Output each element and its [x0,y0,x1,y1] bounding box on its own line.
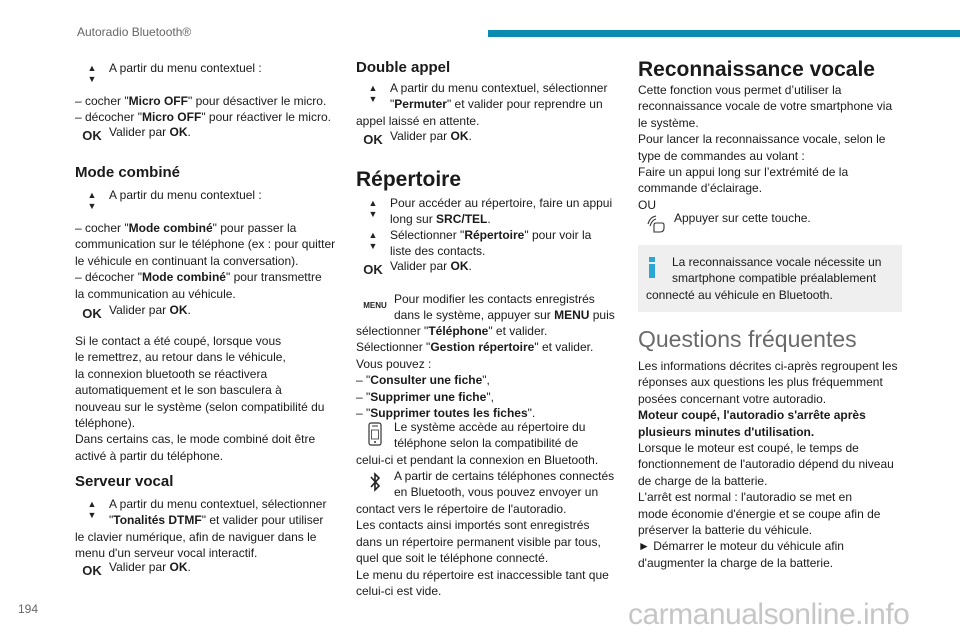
section-title-reconnaissance-vocale: Reconnaissance vocale [638,58,875,81]
rv-text: Cette fonction vous permet d’utiliser la reconnaissance vocale de votre smartphone via le système. Pour lancer la reconnaissance vocale, selon le type de commandes au volant : Faire un appui long sur l’extrémité de la commande d’éclairage. OU [638,83,893,212]
validate-ok-3: OK Valider par OK. [75,559,191,579]
faq-intro: Les informations décrites ci-après regroupent les réponses aux questions les plus fréquemment posées concernant votre autoradio. Moteur coupé, l'autoradio s'arrête après plusieurs minutes d'utilisation. Lorsque le moteur est coupé, le temps de fonctionnement de l'autoradio dépend du niveau de charge de la batterie. L'arrêt est normal : l'autoradio se met en mode économie d'énergie et se coupe afin de préserver la batterie du véhicule. ► Démarrer le moteur du véhicule afin d'augmenter la charge de la batterie. [638,359,898,570]
combine-context: ▲ ▼ A partir du menu contextuel : [75,187,262,212]
double-context: ▲ ▼ A partir du menu contextuel, sélectionner "Permuter" et valider pour reprendre un [356,80,607,113]
watermark: carmanualsonline.info [628,598,910,631]
info-icon [646,254,672,282]
validate-ok-1: OK Valider par OK. [75,124,191,144]
context-menu-instruction [75,60,262,85]
phone-icon [356,419,394,446]
section-title-serveur-vocal: Serveur vocal [75,473,174,490]
validate-ok-5: OK Valider par OK. [356,258,472,278]
up-down-arrows-icon: ▲ ▼ [368,83,378,104]
up-down-arrows-icon: ▲ ▼ [87,499,97,520]
menu-icon: MENU [363,301,387,310]
validate-ok-4: OK Valider par OK. [356,128,472,148]
bluetooth-icon [356,468,394,493]
modify-contacts: MENU Pour modifier les contacts enregistrés dans le système, appuyer sur MENU puis [356,291,615,324]
header-title: Autoradio Bluetooth® [77,25,192,39]
bluetooth-note: A partir de certains téléphones connectés en Bluetooth, vous pouvez envoyer un [356,468,614,501]
section-title-mode-combine: Mode combiné [75,164,181,181]
ok-icon: OK [363,262,383,277]
rep-step-1: ▲ ▼ Pour accéder au répertoire, faire un appui long sur SRC/TEL. [356,195,612,228]
info-box: La reconnaissance vocale nécessite un smartphone compatible préalablement connecté au véhicule en Bluetooth. [638,245,902,312]
ok-icon: OK [82,563,102,578]
up-down-arrows-icon: ▲ ▼ [368,198,378,219]
double-text: appel laissé en attente. [356,114,480,128]
section-title-questions: Questions fréquentes [638,326,857,352]
ok-icon: OK [82,128,102,143]
combine-option-1: – cocher "Mode combiné" pour passer la communication sur le téléphone (ex : pour quitter le véhicule en continuant la conversation). – décocher "Mode combiné" pour transmettre la communication au véhicule. [75,221,336,301]
section-title-double-appel: Double appel [356,59,451,76]
rep-step-2: ▲ ▼ Sélectionner "Répertoire" pour voir la liste des contacts. [356,227,591,260]
ok-icon: OK [363,132,383,147]
page-number: 194 [18,602,39,616]
voice-text: le clavier numérique, afin de naviguer dans le menu d'un serveur vocal interactif. [75,530,317,561]
section-title-repertoire: Répertoire [356,168,462,191]
contact-paragraph: Si le contact a été coupé, lorsque vous le remettrez, au retour dans le véhicule, la connexion bluetooth se réactivera automatiquement et le son basculera à nouveau sur le système (selon compatibilité du téléphone). Dans certains cas, le mode combiné doit être activé à partir du téléphone. [75,334,325,463]
phone-note: Le système accède au répertoire du téléphone selon la compatibilité de [356,419,585,452]
up-down-arrows-icon: ▲ ▼ [368,230,378,251]
up-down-arrows-icon: ▲ ▼ [87,190,97,211]
voice-key: Appuyer sur cette touche. [638,210,811,234]
phone-note-end: celui-ci et pendant la connexion en Bluetooth. [356,453,599,467]
header-bar [488,30,960,37]
modify-text: sélectionner "Téléphone" et valider. Sélectionner "Gestion répertoire" et valider. Vous pouvez : – "Consulter une fiche", – "Supprimer une fiche", – "Supprimer toutes les fiches". [356,324,594,421]
micro-on-line: – décocher "Micro OFF" pour réactiver le micro. [75,110,331,124]
ok-icon: OK [82,306,102,321]
micro-off-line: – cocher "Micro OFF" pour désactiver le micro. [75,94,327,108]
validate-ok-2: OK Valider par OK. [75,302,191,322]
bluetooth-text: contact vers le répertoire de l'autoradio. Les contacts ainsi importés sont enregistrés dans un répertoire permanent visible par tous, quel que soit le téléphone connecté. Le menu du répertoire est inaccessible tant que celui-ci est vide. [356,502,609,599]
voice-context: ▲ ▼ A partir du menu contextuel, sélectionner "Tonalités DTMF" et valider pour utiliser [75,496,326,529]
instruction-text: A partir du menu contextuel : [109,61,262,75]
voice-command-icon [638,210,674,234]
info-text: connecté au véhicule en Bluetooth. [646,287,833,302]
up-down-arrows-icon: ▲ ▼ [87,63,97,84]
